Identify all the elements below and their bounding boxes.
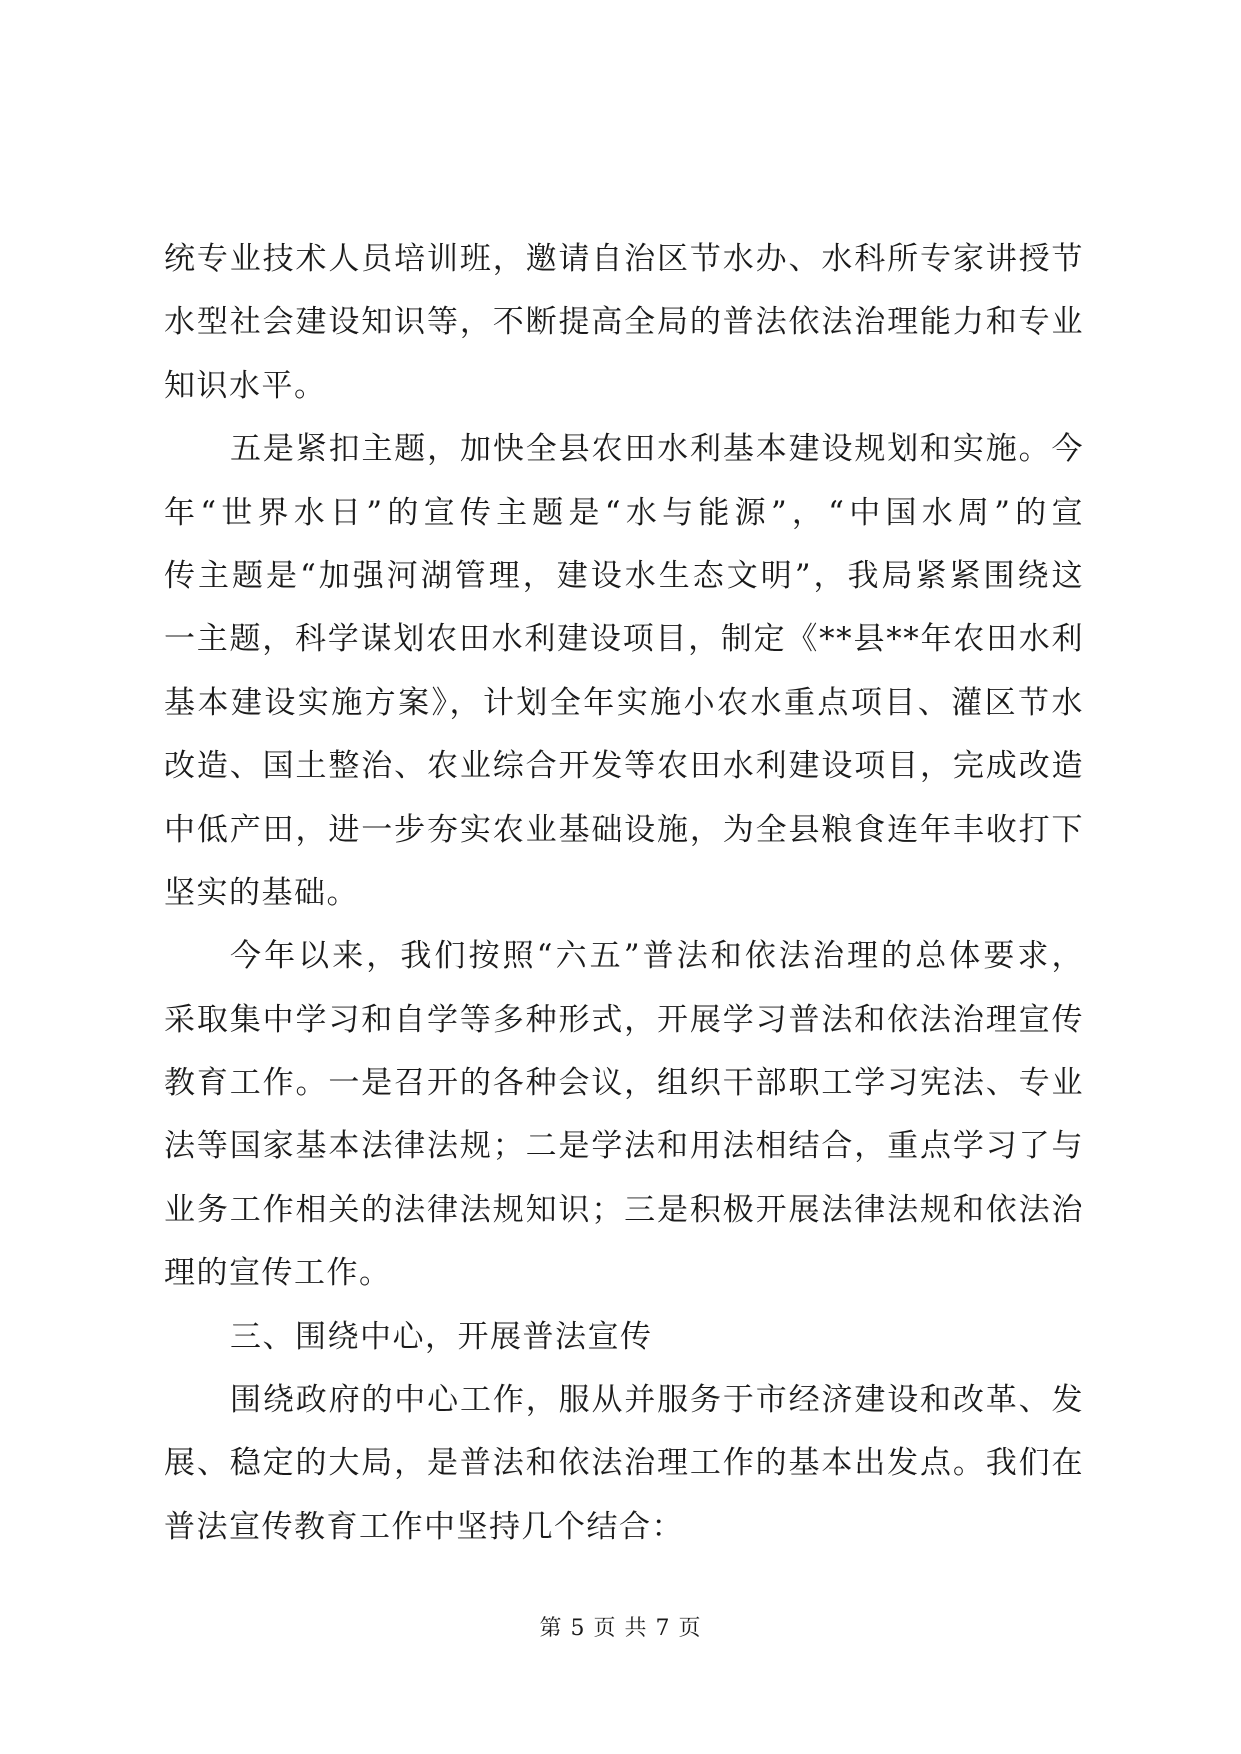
text-line: 基本建设实施方案》，计划全年实施小农水重点项目、灌区节水 (164, 684, 1084, 721)
text-line: 围绕政府的中心工作，服从并服务于市经济建设和改革、发 (230, 1382, 1084, 1419)
text-line: 五是紧扣主题，加快全县农田水利基本建设规划和实施。今 (230, 431, 1084, 468)
text-line: 理的宣传工作。 (164, 1255, 392, 1292)
text-line: 坚实的基础。 (164, 874, 359, 911)
page-number-footer: 第 5 页 共 7 页 (539, 1616, 702, 1641)
text-line: 改造、国土整治、农业综合开发等农田水利建设项目，完成改造 (164, 748, 1084, 785)
text-line: 水型社会建设知识等，不断提高全局的普法依法治理能力和专业 (164, 304, 1084, 341)
text-line: 展、稳定的大局，是普法和依法治理工作的基本出发点。我们在 (164, 1445, 1084, 1482)
text-line: 教育工作。一是召开的各种会议，组织干部职工学习宪法、专业 (164, 1065, 1084, 1102)
text-line: 中低产田，进一步夯实农业基础设施，为全县粮食连年丰收打下 (164, 811, 1084, 848)
text-line: 统专业技术人员培训班，邀请自治区节水办、水科所专家讲授节 (164, 241, 1084, 277)
text-line: 普法宣传教育工作中坚持几个结合： (164, 1508, 684, 1545)
text-line: 知识水平。 (164, 367, 327, 404)
text-line: 业务工作相关的法律法规知识；三是积极开展法律法规和依法治 (164, 1191, 1084, 1228)
body-text (164, 228, 1084, 1559)
text-line: 采取集中学习和自学等多种形式，开展学习普法和依法治理宣传 (164, 1001, 1084, 1038)
text-line: 年“世界水日”的宣传主题是“水与能源”，“中国水周”的宣 (164, 494, 1084, 531)
text-line: 三、围绕中心，开展普法宣传 (230, 1318, 653, 1355)
text-line: 一主题，科学谋划农田水利建设项目，制定《**县**年农田水利 (164, 621, 1084, 658)
text-line: 法等国家基本法律法规；二是学法和用法相结合，重点学习了与 (164, 1128, 1084, 1165)
text-line: 今年以来，我们按照“六五”普法和依法治理的总体要求， (230, 938, 1084, 975)
text-line: 传主题是“加强河湖管理，建设水生态文明”，我局紧紧围绕这 (164, 557, 1084, 594)
